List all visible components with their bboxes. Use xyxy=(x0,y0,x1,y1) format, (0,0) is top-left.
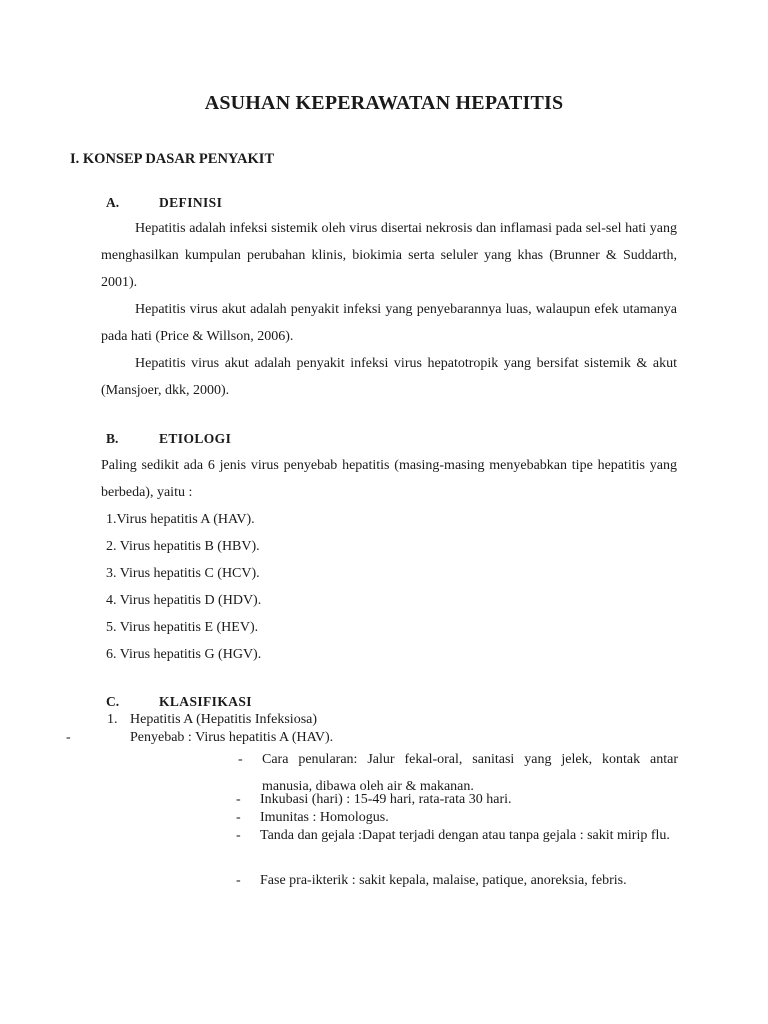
section-c-title: KLASIFIKASI xyxy=(159,694,252,709)
detail-item-fase-pra-ikterik: - Fase pra-ikterik : sakit kepala, malaise, patique, anoreksia, febris. xyxy=(236,873,627,888)
detail-item-cara-penularan: - Cara penularan: Jalur fekal-oral, sanitasi yang jelek, kontak antar manusia, dibawa oleh air & makanan. xyxy=(236,746,678,800)
detail-item-tanda-gejala: - Tanda dan gejala :Dapat terjadi dengan atau tanpa gejala : sakit mirip flu. xyxy=(236,822,678,849)
penyebab-dash: - xyxy=(66,730,71,745)
bullet-dash: - xyxy=(236,873,241,888)
section-b-title: ETIOLOGI xyxy=(159,431,232,446)
section-a-title: DEFINISI xyxy=(159,195,223,210)
etiologi-list xyxy=(106,506,261,668)
list-item: 4. Virus hepatitis D (HDV). xyxy=(106,593,262,608)
bullet-dash: - xyxy=(236,810,241,825)
klasifikasi-item-number: 1. xyxy=(107,712,118,727)
list-item: 6. Virus hepatitis G (HGV). xyxy=(106,647,262,662)
penyebab-text: Penyebab : Virus hepatitis A (HAV). xyxy=(130,730,334,745)
list-item: 5. Virus hepatitis E (HEV). xyxy=(106,620,259,635)
detail-item-imunitas: - Imunitas : Homologus. xyxy=(236,810,389,825)
part-heading: I. KONSEP DASAR PENYAKIT xyxy=(70,151,275,167)
list-item: 3. Virus hepatitis C (HCV). xyxy=(106,566,260,581)
section-a-letter: A. xyxy=(106,195,120,210)
list-item: 2. Virus hepatitis B (HBV). xyxy=(106,539,260,554)
section-b-letter: B. xyxy=(106,431,119,446)
list-item: 1.Virus hepatitis A (HAV). xyxy=(106,512,255,527)
document-title: ASUHAN KEPERAWATAN HEPATITIS xyxy=(204,92,564,114)
bullet-dash: - xyxy=(236,792,241,807)
definisi-paragraph-3: Hepatitis virus akut adalah penyakit infeksi virus hepatotropik yang bersifat sistemik & akut (Mansjoer, dkk, 2000). xyxy=(101,356,677,398)
klasifikasi-item-label: Hepatitis A (Hepatitis Infeksiosa) xyxy=(130,712,318,727)
section-c-letter: C. xyxy=(106,694,120,709)
etiologi-intro: Paling sedikit ada 6 jenis virus penyebab hepatitis (masing-masing menyebabkan tipe hepatitis yang berbeda), yaitu : xyxy=(101,458,677,500)
definisi-paragraph-1: Hepatitis adalah infeksi sistemik oleh virus disertai nekrosis dan inflamasi pada sel-sel hati yang menghasilkan kumpulan perubahan klinis, biokimia serta seluler yang khas (Brunner & Suddarth, 2001). xyxy=(101,221,677,290)
bullet-dash: - xyxy=(236,828,241,843)
definisi-paragraph-2: Hepatitis virus akut adalah penyakit infeksi yang penyebarannya luas, walaupun efek utamanya pada hati (Price & Willson, 2006). xyxy=(101,302,677,344)
detail-item-inkubasi: - Inkubasi (hari) : 15-49 hari, rata-rata 30 hari. xyxy=(236,792,512,807)
bullet-dash: - xyxy=(238,752,243,767)
